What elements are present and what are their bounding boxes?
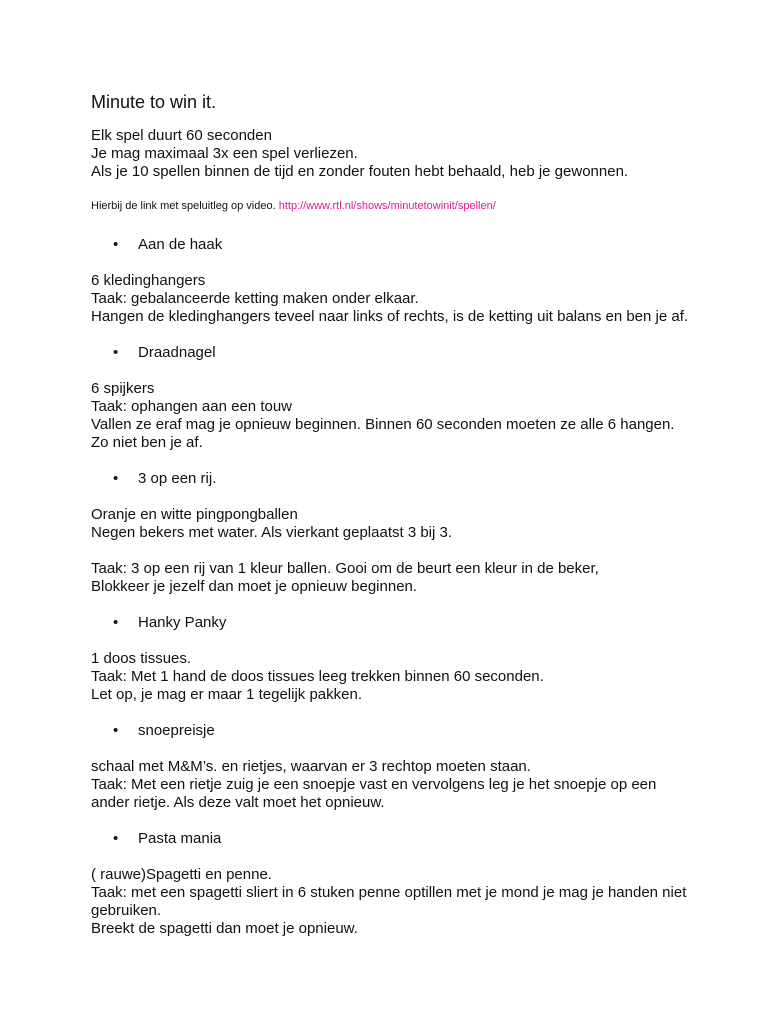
game-name: Pasta mania xyxy=(138,830,222,847)
game-heading xyxy=(91,830,691,848)
description-line: Let op, je mag er maar 1 tegelijk pakken. xyxy=(91,686,362,703)
game-heading xyxy=(91,722,691,740)
game-name: Draadnagel xyxy=(138,344,216,361)
game-description xyxy=(91,866,691,938)
bullet-icon: • xyxy=(113,722,119,739)
description-line: Blokkeer je jezelf dan moet je opnieuw beginnen. xyxy=(91,578,418,595)
game-description xyxy=(91,380,691,452)
description-line: 6 kledinghangers xyxy=(91,272,206,289)
document-title: Minute to win it. xyxy=(91,92,217,112)
video-note xyxy=(91,199,691,213)
description-line: Taak: gebalanceerde ketting maken onder elkaar. xyxy=(91,290,419,307)
intro-line: Als je 10 spellen binnen de tijd en zonder fouten hebt behaald, heb je gewonnen. xyxy=(91,163,629,180)
game-description xyxy=(91,272,691,326)
description-line: Taak: Met een rietje zuig je een snoepje vast en vervolgens leg je het snoepje op een ander rietje. Als deze valt moet het opnieuw. xyxy=(91,776,657,811)
bullet-icon: • xyxy=(113,236,119,253)
video-link[interactable]: http://www.rtl.nl/shows/minutetowinit/spellen/ xyxy=(278,200,496,212)
description-line: Vallen ze eraf mag je opnieuw beginnen. Binnen 60 seconden moeten ze alle 6 hangen. Zo niet ben je af. xyxy=(91,416,675,451)
description-line: Hangen de kledinghangers teveel naar links of rechts, is de ketting uit balans en ben je af. xyxy=(91,308,689,325)
description-line: Taak: met een spagetti sliert in 6 stuken penne optillen met je mond je mag je handen niet gebruiken. xyxy=(91,884,687,919)
game-name: Aan de haak xyxy=(138,236,223,253)
bullet-icon: • xyxy=(113,470,119,487)
bullet-icon: • xyxy=(113,830,119,847)
description-line: Negen bekers met water. Als vierkant geplaatst 3 bij 3. xyxy=(91,524,453,541)
description-line: 1 doos tissues. xyxy=(91,650,192,667)
game-description xyxy=(91,506,691,542)
intro-paragraph xyxy=(91,127,691,181)
description-line: Taak: Met 1 hand de doos tissues leeg trekken binnen 60 seconden. xyxy=(91,668,544,685)
description-line: 6 spijkers xyxy=(91,380,155,397)
game-heading xyxy=(91,470,691,488)
description-line: ( rauwe)Spagetti en penne. xyxy=(91,866,272,883)
games-list xyxy=(91,236,691,938)
bullet-icon: • xyxy=(113,614,119,631)
game-heading xyxy=(91,236,691,254)
description-line: Breekt de spagetti dan moet je opnieuw. xyxy=(91,920,358,937)
game-description xyxy=(91,758,691,812)
game-heading xyxy=(91,614,691,632)
game-name: snoepreisje xyxy=(138,722,215,739)
intro-line: Je mag maximaal 3x een spel verliezen. xyxy=(91,145,358,162)
description-line: Oranje en witte pingpongballen xyxy=(91,506,298,523)
intro-line: Elk spel duurt 60 seconden xyxy=(91,127,272,144)
description-line: Taak: 3 op een rij van 1 kleur ballen. Gooi om de beurt een kleur in de beker, xyxy=(91,560,599,577)
bullet-icon: • xyxy=(113,344,119,361)
game-name: Hanky Panky xyxy=(138,614,227,631)
description-line: schaal met M&M’s. en rietjes, waarvan er 3 rechtop moeten staan. xyxy=(91,758,531,775)
game-name: 3 op een rij. xyxy=(138,470,217,487)
game-heading xyxy=(91,344,691,362)
video-note-text: Hierbij de link met speluitleg op video. xyxy=(91,200,279,212)
document-body xyxy=(91,91,691,956)
description-line: Taak: ophangen aan een touw xyxy=(91,398,292,415)
game-description xyxy=(91,560,691,596)
game-description xyxy=(91,650,691,704)
